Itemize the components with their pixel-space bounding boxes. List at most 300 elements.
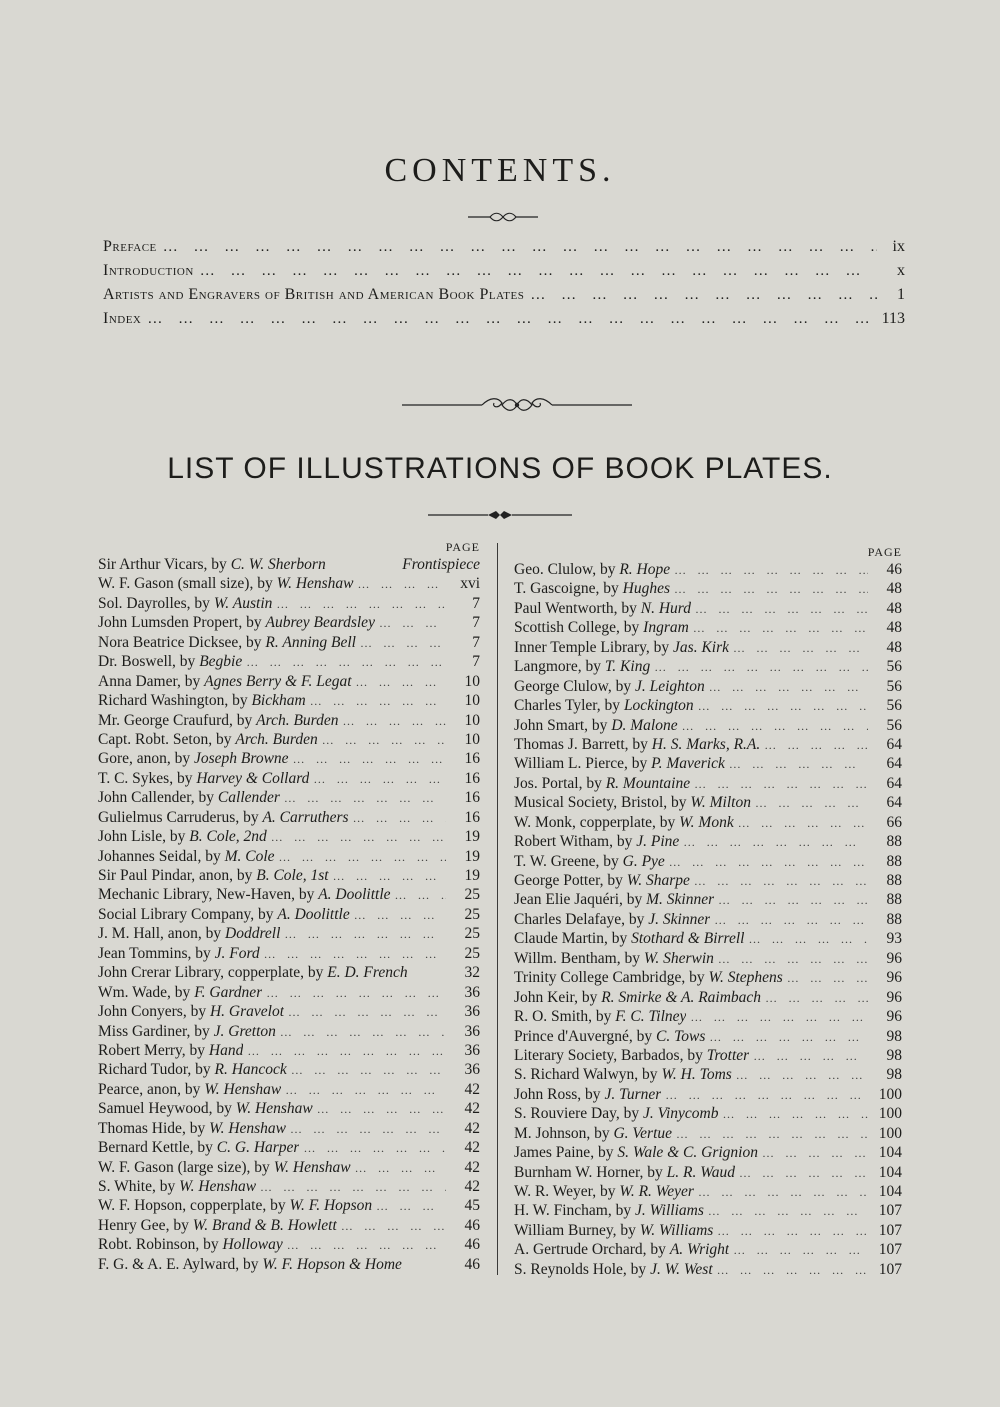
illustration-entry — [98, 809, 480, 828]
plate-artist: W. F. Hopson — [289, 1197, 373, 1215]
plate-owner: John Keir, by — [514, 988, 598, 1006]
illustration-title — [98, 848, 275, 866]
illustration-entry — [514, 755, 902, 774]
illustration-page: 36 — [464, 1061, 480, 1079]
plate-owner: Nora Beatrice Dicksee, by — [98, 633, 262, 651]
dot-leader — [354, 908, 446, 923]
illustration-title — [514, 1047, 749, 1065]
illustration-title — [98, 945, 260, 963]
illustration-page: 93 — [886, 930, 902, 948]
plate-artist: W. Henshaw — [204, 1080, 282, 1098]
illustration-page: 48 — [886, 619, 902, 637]
plate-artist: Bickham — [251, 692, 306, 710]
page-column-header: PAGE — [445, 540, 480, 554]
illustration-entry — [98, 692, 480, 711]
dot-leader — [669, 855, 868, 870]
plate-owner: Jean Tommins, by — [98, 944, 211, 962]
plate-owner: W. R. Weyer, by — [514, 1183, 616, 1200]
dot-leader — [739, 1166, 868, 1181]
illustration-page: 7 — [472, 633, 480, 651]
dot-leader — [748, 932, 868, 947]
illustration-entry — [514, 1047, 902, 1066]
illustration-title — [98, 770, 309, 788]
dot-leader — [674, 563, 868, 578]
illustration-page: 88 — [886, 872, 902, 889]
illustration-entry — [514, 1164, 902, 1183]
illustration-entry — [514, 1105, 902, 1124]
illustration-title — [98, 634, 356, 652]
small-ornament-icon — [426, 509, 574, 521]
illustration-title — [514, 1202, 704, 1220]
plate-artist: Trotter — [706, 1046, 750, 1064]
illustration-title — [98, 1197, 372, 1215]
illustration-entry — [98, 906, 480, 925]
plate-artist: W. F. Hopson & Home — [262, 1255, 402, 1273]
plate-owner: Musical Society, Bristol, by — [514, 794, 687, 812]
illustration-title — [514, 619, 689, 637]
dot-leader — [708, 1204, 868, 1219]
plate-artist: J. Williams — [635, 1202, 704, 1220]
illustration-entry — [98, 789, 480, 808]
dot-leader — [764, 738, 868, 753]
plate-artist: N. Hurd — [640, 599, 692, 617]
illustrations-left-column — [98, 540, 480, 1275]
illustration-title — [514, 600, 691, 618]
illustration-entry — [98, 634, 480, 653]
illustration-title — [98, 1236, 283, 1254]
plate-owner: Sol. Dayrolles, by — [98, 594, 210, 612]
plate-artist: Aubrey Beardsley — [265, 614, 375, 632]
illustration-title — [98, 1217, 337, 1235]
illustration-entry — [98, 731, 480, 750]
plate-artist: A. Carruthers — [262, 808, 349, 826]
illustration-title — [98, 1256, 402, 1274]
plate-artist: T. King — [604, 658, 651, 676]
illustration-title — [514, 1261, 713, 1279]
illustrations-title: LIST OF ILLUSTRATIONS OF BOOK PLATES. — [167, 452, 833, 485]
plate-owner: Thomas Hide, by — [98, 1119, 206, 1137]
illustration-title — [514, 1241, 729, 1259]
illustration-entry — [514, 930, 902, 949]
illustration-page: 32 — [464, 964, 480, 982]
plate-owner: A. Gertrude Orchard, by — [514, 1241, 666, 1259]
illustration-entry — [514, 1202, 902, 1221]
plate-owner: George Clulow, by — [514, 677, 632, 695]
plate-owner: John Smart, by — [514, 716, 608, 734]
dot-leader — [733, 1243, 868, 1258]
plate-owner: W. F. Gason (large size), by — [98, 1158, 270, 1176]
illustration-page: 19 — [464, 847, 480, 865]
contents-item-label: Index — [103, 310, 142, 327]
plate-owner: Robert Witham, by — [514, 833, 633, 851]
illustration-title — [98, 1003, 284, 1021]
illustration-entry — [98, 848, 480, 867]
illustration-title — [514, 950, 714, 968]
plate-owner: Richard Washington, by — [98, 692, 248, 710]
plate-artist: M. Skinner — [646, 891, 715, 909]
illustration-entry — [514, 580, 902, 599]
illustration-page: 42 — [464, 1119, 480, 1137]
illustration-title — [514, 989, 761, 1007]
illustration-entry — [514, 1144, 902, 1163]
dot-leader — [694, 777, 868, 792]
illustration-title — [98, 984, 262, 1002]
illustration-entry — [98, 556, 480, 575]
illustration-page: 96 — [886, 988, 902, 1006]
illustration-entry — [98, 1061, 480, 1080]
dot-leader — [395, 888, 446, 903]
plate-artist: Ingram — [643, 619, 689, 637]
illustration-title — [514, 814, 734, 832]
illustration-title — [514, 853, 665, 871]
dot-leader — [271, 830, 446, 845]
illustration-page: 16 — [464, 769, 480, 787]
plate-owner: S. White, by — [98, 1178, 176, 1195]
illustration-title — [98, 1100, 313, 1118]
illustration-page: 36 — [464, 1041, 480, 1059]
illustration-entry — [98, 1197, 480, 1216]
plate-owner: W. F. Hopson, copperplate, by — [98, 1197, 286, 1215]
illustration-title — [514, 736, 760, 754]
dot-leader — [288, 1005, 446, 1020]
dot-leader — [200, 263, 877, 280]
illustration-title — [98, 731, 318, 749]
illustration-entry — [514, 969, 902, 988]
plate-owner: J. M. Hall, anon, by — [98, 925, 222, 943]
illustration-page: 100 — [878, 1124, 902, 1142]
illustration-page: xvi — [460, 575, 480, 593]
dot-leader — [717, 1224, 868, 1239]
plate-owner: Wm. Wade, by — [98, 983, 191, 1001]
plate-artist: W. Williams — [639, 1221, 714, 1239]
plate-artist: W. Henshaw — [276, 575, 354, 593]
illustration-page: 100 — [878, 1085, 902, 1103]
illustration-title — [98, 614, 375, 632]
plate-owner: Claude Martin, by — [514, 930, 628, 948]
illustration-page: 46 — [464, 1216, 480, 1234]
illustration-page: 16 — [464, 808, 480, 826]
illustration-title — [514, 639, 729, 657]
plate-owner: Henry Gee, by — [98, 1216, 189, 1234]
illustration-page: 107 — [878, 1221, 902, 1239]
illustration-title — [514, 872, 690, 890]
illustration-entry — [514, 1241, 902, 1260]
illustration-page: 7 — [472, 614, 480, 632]
illustration-entry — [98, 984, 480, 1003]
plate-owner: M. Johnson, by — [514, 1124, 610, 1142]
illustration-entry — [514, 658, 902, 677]
plate-owner: John Conyers, by — [98, 1003, 207, 1021]
plate-owner: Gulielmus Carruderus, by — [98, 808, 259, 826]
illustration-title — [514, 755, 725, 773]
illustration-title — [98, 595, 272, 613]
dot-leader — [718, 952, 868, 967]
dot-leader — [718, 893, 868, 908]
plate-owner: H. W. Fincham, by — [514, 1202, 632, 1220]
plate-artist: J. Gretton — [213, 1022, 276, 1040]
plate-owner: Inner Temple Library, by — [514, 638, 670, 656]
plate-owner: Johannes Seidal, by — [98, 847, 221, 865]
plate-owner: Sir Arthur Vicars, by — [98, 556, 227, 573]
illustration-entry — [98, 712, 480, 731]
illustration-entry — [98, 653, 480, 672]
plate-owner: W. F. Gason (small size), by — [98, 575, 273, 593]
illustration-title — [514, 1164, 735, 1182]
dot-leader — [246, 655, 446, 670]
illustration-entry — [98, 595, 480, 614]
illustration-page: 42 — [464, 1100, 480, 1118]
plate-artist: Doddrell — [225, 925, 281, 943]
dot-leader — [260, 1180, 446, 1195]
plate-owner: R. O. Smith, by — [514, 1008, 612, 1026]
dot-leader — [356, 675, 446, 690]
plate-artist: W. H. Toms — [661, 1066, 732, 1084]
illustration-entry — [514, 1066, 902, 1085]
contents-item-label: Artists and Engravers of British and American Book Plates — [103, 286, 525, 303]
dot-leader — [341, 1219, 446, 1234]
plate-artist: W. Sharpe — [626, 872, 690, 889]
illustration-page: 96 — [886, 1008, 902, 1026]
illustration-title — [98, 886, 391, 904]
plate-owner: Miss Gardiner, by — [98, 1022, 210, 1040]
plate-artist: R. Mountaine — [605, 774, 691, 792]
illustration-page: 98 — [886, 1046, 902, 1064]
contents-item-page: ix — [892, 238, 905, 255]
plate-artist: E. D. French — [327, 964, 408, 982]
plate-artist: J. Skinner — [648, 910, 711, 928]
illustration-page: 107 — [878, 1241, 902, 1259]
illustration-entry — [514, 775, 902, 794]
dot-leader — [333, 869, 446, 884]
illustration-title — [514, 1028, 705, 1046]
dot-leader — [530, 287, 877, 304]
illustration-title — [98, 925, 280, 943]
plate-owner: Literary Society, Barbados, by — [514, 1046, 703, 1064]
plate-owner: Thomas J. Barrett, by — [514, 735, 648, 753]
plate-owner: F. G. & A. E. Aylward, by — [98, 1255, 259, 1273]
dot-leader — [353, 811, 446, 826]
plate-owner: S. Rouviere Day, by — [514, 1105, 640, 1123]
illustration-title — [98, 1139, 299, 1157]
page-column-header: PAGE — [867, 545, 902, 559]
dot-leader — [303, 1141, 446, 1156]
contents-item-page: x — [897, 262, 905, 279]
plate-owner: Sir Paul Pindar, anon, by — [98, 867, 253, 884]
illustration-page: 48 — [886, 599, 902, 617]
dot-leader — [313, 772, 446, 787]
illustration-page: 96 — [886, 969, 902, 987]
illustration-page: 64 — [886, 774, 902, 792]
plate-artist: W. Henshaw — [273, 1158, 351, 1176]
plate-artist: W. Henshaw — [179, 1178, 257, 1195]
illustration-title — [514, 658, 650, 676]
illustration-entry — [514, 1086, 902, 1105]
illustration-page: 19 — [464, 828, 480, 846]
illustration-entry — [514, 600, 902, 619]
plate-owner: Samuel Heywood, by — [98, 1100, 232, 1118]
dot-leader — [695, 602, 868, 617]
illustration-entry — [514, 814, 902, 833]
illustration-title — [514, 891, 714, 909]
illustration-entry — [98, 1120, 480, 1139]
plate-artist: C. G. Harper — [216, 1139, 300, 1157]
illustration-entry — [98, 925, 480, 944]
plate-artist: P. Maverick — [651, 755, 725, 773]
illustration-entry — [98, 1042, 480, 1061]
plate-artist: G. Pye — [622, 852, 665, 870]
dot-leader — [317, 1102, 446, 1117]
plate-artist: B. Cole, 1st — [256, 867, 329, 884]
scroll-ornament-icon — [398, 393, 636, 417]
illustration-title — [514, 580, 670, 598]
plate-owner: Geo. Clulow, by — [514, 561, 616, 578]
plate-owner: John Lumsden Propert, by — [98, 614, 262, 632]
illustration-page: 88 — [886, 910, 902, 928]
illustration-title — [98, 673, 352, 691]
illustration-entry — [98, 886, 480, 905]
dot-leader — [376, 1199, 446, 1214]
illustration-page: 45 — [464, 1197, 480, 1215]
illustration-entry — [98, 614, 480, 633]
plate-artist: G. Vertue — [613, 1124, 673, 1142]
illustration-entry — [98, 750, 480, 769]
plate-owner: W. Monk, copperplate, by — [514, 813, 676, 831]
dot-leader — [285, 1083, 446, 1098]
plate-owner: John Lisle, by — [98, 828, 186, 846]
dot-leader — [279, 850, 446, 865]
illustration-title — [98, 906, 350, 924]
illustration-page: 64 — [886, 735, 902, 753]
contents-list — [103, 238, 905, 334]
plate-artist: A. Doolittle — [318, 886, 391, 904]
plate-owner: Gore, anon, by — [98, 750, 191, 768]
illustration-entry — [98, 867, 480, 886]
dot-leader — [676, 1127, 868, 1142]
illustration-entry — [98, 1256, 480, 1275]
dot-leader — [765, 991, 868, 1006]
column-divider — [497, 543, 498, 1275]
plate-artist: A. Doolittle — [277, 905, 350, 923]
plate-owner: S. Reynolds Hole, by — [514, 1260, 647, 1278]
dot-leader — [287, 1238, 446, 1253]
illustration-entry — [98, 1081, 480, 1100]
illustration-entry — [514, 853, 902, 872]
plate-artist: J. Vinycomb — [643, 1105, 719, 1123]
illustration-entry — [514, 678, 902, 697]
illustration-entry — [98, 1178, 480, 1197]
illustration-title — [514, 1066, 732, 1084]
plate-owner: Capt. Robt. Seton, by — [98, 730, 232, 748]
illustration-entry — [514, 639, 902, 658]
plate-artist: Joseph Browne — [194, 750, 289, 768]
illustration-title — [98, 1081, 281, 1099]
illustration-page: 42 — [464, 1178, 480, 1195]
illustration-title — [98, 1042, 243, 1060]
dot-leader — [722, 1107, 868, 1122]
plate-artist: W. R. Weyer — [619, 1183, 694, 1200]
illustration-page: 16 — [464, 750, 480, 768]
plate-artist: F. C. Tilney — [615, 1008, 687, 1026]
plate-artist: D. Malone — [611, 716, 678, 734]
dot-leader — [693, 621, 868, 636]
dot-leader — [787, 971, 868, 986]
contents-item — [103, 238, 905, 262]
illustration-page: 64 — [886, 794, 902, 812]
illustration-page: 42 — [464, 1139, 480, 1157]
illustration-page: 98 — [886, 1066, 902, 1084]
illustration-entry — [514, 794, 902, 813]
illustration-entry — [514, 833, 902, 852]
illustration-entry — [514, 619, 902, 638]
illustration-page: 42 — [464, 1158, 480, 1176]
plate-artist: R. Smirke & A. Raimbach — [601, 988, 762, 1006]
illustration-entry — [98, 673, 480, 692]
dot-leader — [360, 636, 446, 651]
illustration-entry — [98, 1100, 480, 1119]
illustration-title — [98, 1120, 286, 1138]
illustration-entry — [98, 945, 480, 964]
plate-artist: H. S. Marks, R.A. — [651, 735, 761, 753]
plate-artist: Holloway — [222, 1236, 283, 1254]
dot-leader — [280, 1025, 446, 1040]
plate-artist: W. Milton — [690, 794, 751, 812]
illustration-page: 16 — [464, 789, 480, 807]
illustration-entry — [98, 1139, 480, 1158]
dot-leader — [284, 791, 446, 806]
plate-artist: Arch. Burden — [256, 711, 339, 729]
illustration-page: 10 — [464, 730, 480, 748]
illustration-page: 56 — [886, 658, 902, 676]
illustration-page: 96 — [886, 949, 902, 967]
plate-artist: C. W. Sherborn — [230, 556, 326, 573]
illustration-page: 56 — [886, 697, 902, 715]
plate-owner: Langmore, by — [514, 658, 601, 676]
illustration-page: 46 — [464, 1255, 480, 1273]
plate-artist: Harvey & Collard — [196, 769, 310, 787]
plate-owner: T. C. Sykes, by — [98, 769, 193, 787]
illustration-title — [514, 717, 678, 735]
illustration-page: 46 — [464, 1236, 480, 1254]
plate-owner: S. Richard Walwyn, by — [514, 1066, 658, 1084]
illustration-page: 104 — [878, 1163, 902, 1181]
plate-owner: Dr. Boswell, by — [98, 653, 196, 671]
illustration-title — [514, 697, 694, 715]
illustration-title — [98, 556, 326, 574]
dot-leader — [709, 680, 868, 695]
dot-leader — [276, 597, 446, 612]
illustration-title — [514, 911, 710, 929]
illustration-page: 36 — [464, 1022, 480, 1040]
illustration-title — [514, 1008, 686, 1026]
illustration-page: 42 — [464, 1080, 480, 1098]
plate-artist: Agnes Berry & F. Legat — [204, 672, 352, 690]
dot-leader — [665, 1088, 868, 1103]
plate-artist: Hughes — [622, 580, 670, 598]
illustration-entry — [98, 1236, 480, 1255]
illustration-entry — [514, 1008, 902, 1027]
dot-leader — [698, 699, 868, 714]
plate-artist: C. Tows — [655, 1027, 706, 1045]
illustration-entry — [514, 950, 902, 969]
plate-artist: J. W. West — [650, 1260, 713, 1278]
illustration-entry — [514, 1125, 902, 1144]
plate-artist: R. Anning Bell — [265, 633, 356, 651]
dot-leader — [379, 616, 446, 631]
illustration-entry — [514, 697, 902, 716]
illustration-title — [514, 969, 783, 987]
illustration-entry — [98, 964, 480, 983]
dot-leader — [290, 1122, 446, 1137]
